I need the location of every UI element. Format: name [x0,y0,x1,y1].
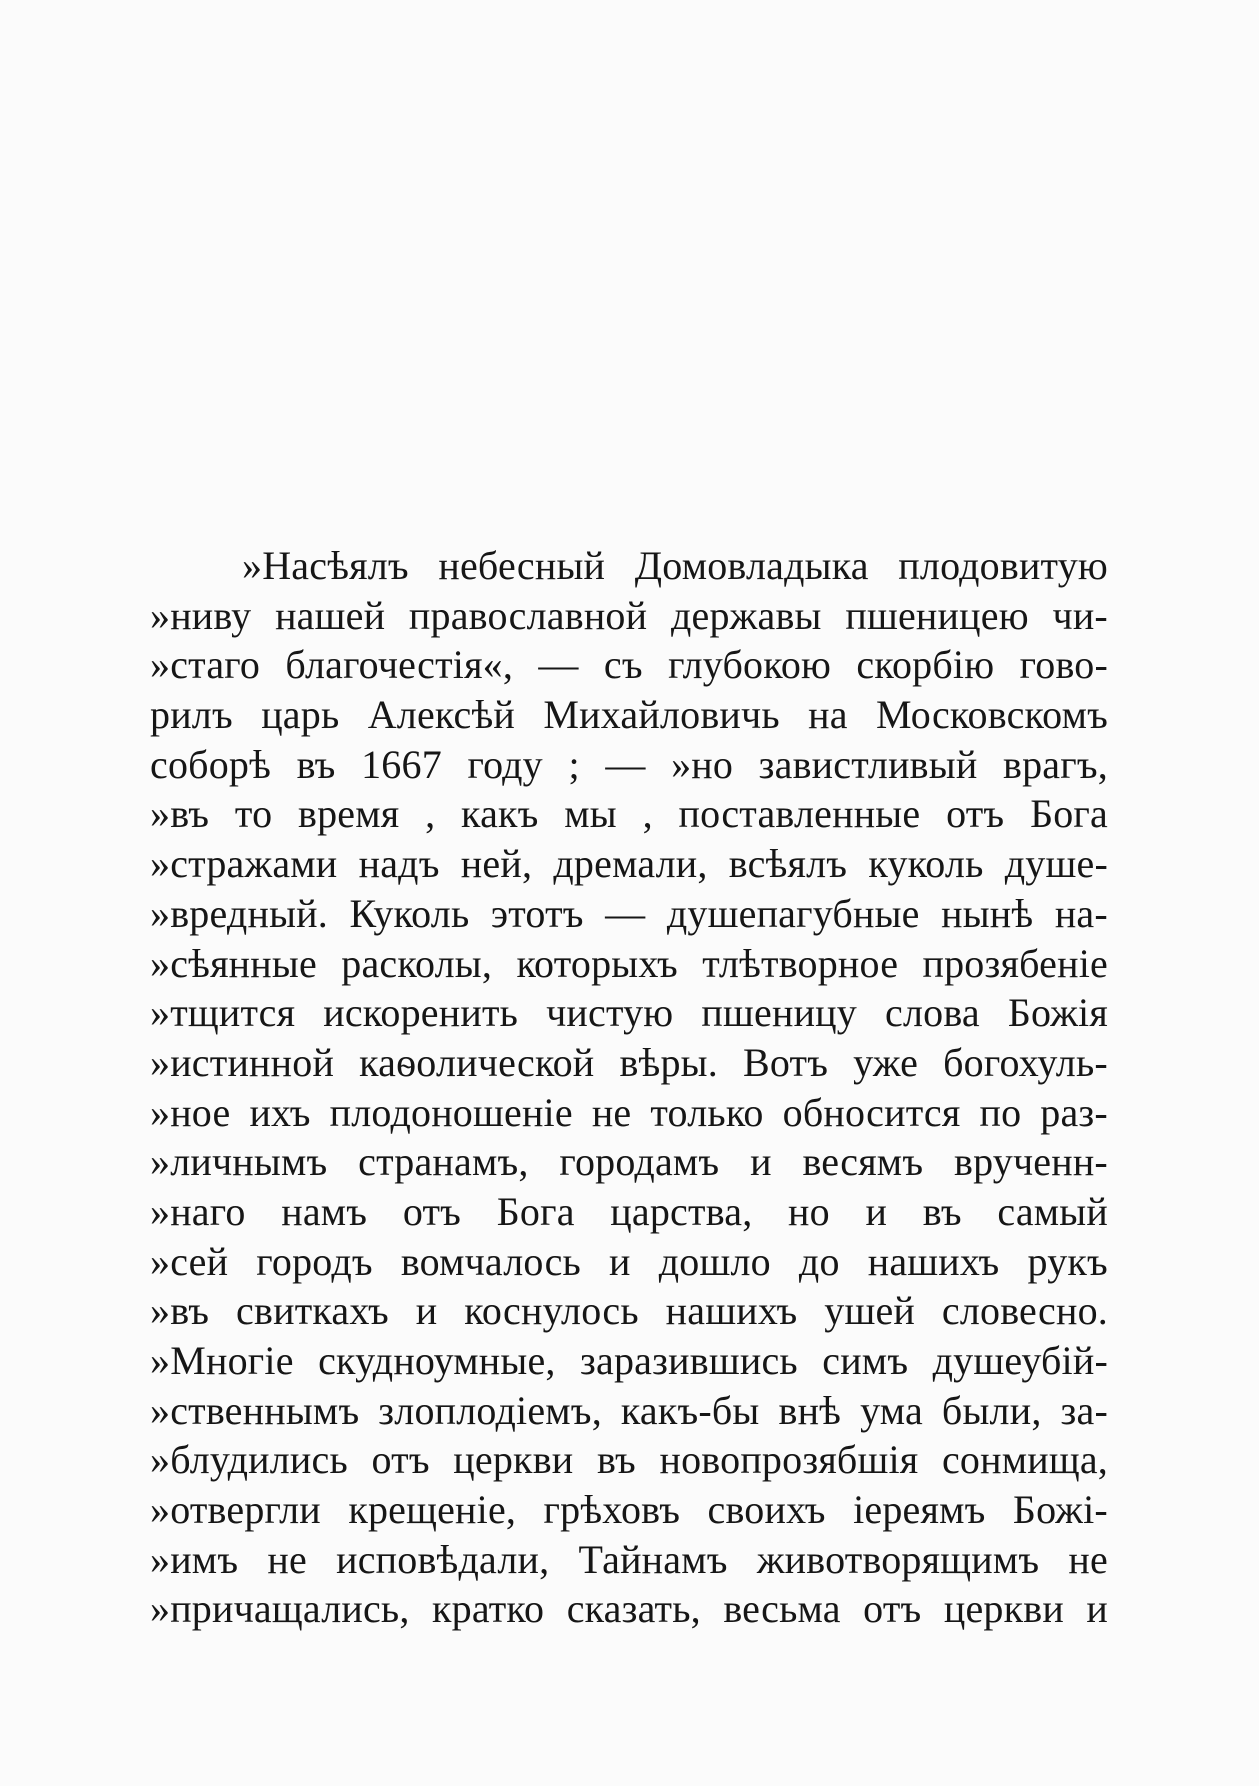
word: рукъ [1027,1238,1108,1284]
word: не [267,1536,307,1582]
word: намъ [281,1188,368,1234]
word: весямъ [802,1139,924,1185]
word: державы [670,592,822,638]
word: грѣховъ [543,1487,681,1533]
word: вѣры. [619,1039,718,1085]
text-line [150,1535,1108,1585]
word: своихъ [707,1487,826,1533]
word: »сѣянные [150,940,317,986]
word: странамъ, [358,1139,529,1185]
word: благочестія«, [285,642,514,688]
word: Михайловичь [543,692,780,738]
word: животворящимъ [756,1536,1040,1582]
word: нашей [275,592,386,638]
word: нашихъ [867,1238,1000,1284]
text-line [150,1137,1108,1187]
word: »сей [150,1238,229,1284]
word: злоплодіемъ, [378,1387,602,1433]
word: на- [1054,890,1108,936]
word: 1667 [361,741,442,787]
word: весьма [723,1586,841,1632]
word: и [1086,1586,1108,1632]
word: Домовладыка [634,543,869,588]
text-line [150,1584,1108,1634]
word: съ [603,642,643,688]
text-line [150,789,1108,839]
word: каѳолической [359,1039,595,1085]
word: — [538,642,579,688]
word: какъ [461,791,539,837]
text-line [150,690,1108,740]
word: поставленные [678,791,921,837]
word: всѣялъ [728,841,848,887]
word: Куколь [349,890,470,936]
word: »причащались, [150,1586,410,1632]
word: мы [564,791,617,837]
word: душепагубные [666,890,920,936]
text-line [150,591,1108,641]
text-line [150,1286,1108,1336]
word: Вотъ [742,1039,829,1085]
word: царь [261,692,340,738]
word: уже [853,1039,919,1085]
word: »отвергли [150,1487,321,1533]
word: были, [941,1387,1042,1433]
word: городамъ [559,1139,720,1185]
word: не [1068,1536,1108,1582]
text-line [150,1187,1108,1237]
word: до [798,1238,840,1284]
word: дошло [658,1238,771,1284]
text-line [150,1336,1108,1386]
word: »ниву [150,592,252,638]
word: году [467,741,543,787]
word: раз- [1040,1089,1108,1135]
word: соборѣ [150,741,272,787]
word: городъ [256,1238,373,1284]
word: православной [408,592,648,638]
word: іереямъ [853,1487,986,1533]
word: »блудились [150,1437,348,1483]
word: но [788,1188,830,1234]
text-line [150,640,1108,690]
word: въ [596,1437,636,1483]
word: за- [1060,1387,1108,1433]
word: Бога [496,1188,575,1234]
word: врученн- [953,1139,1108,1185]
word: то [234,791,273,837]
word: »наго [150,1188,246,1234]
word: заразившись [580,1338,798,1383]
word: свиткахъ [236,1288,389,1334]
word: »стаго [150,642,261,688]
word: врагъ, [1003,741,1108,787]
word: дремали, [553,841,708,887]
word: »истинной [150,1039,335,1085]
text-line [150,740,1108,790]
word: гово- [1019,642,1108,688]
word: ушей [824,1288,916,1334]
word: »Многіе [150,1338,294,1383]
word: небесный [438,543,606,588]
word: крещеніе, [348,1487,517,1533]
word: симъ [822,1338,909,1383]
text-line [150,1386,1108,1436]
word: кратко [432,1586,545,1632]
word: пшеницу [701,990,857,1036]
word: словесно. [941,1288,1108,1334]
word: , [425,791,436,837]
word: рилъ [150,692,233,738]
word: глубокою [668,642,832,688]
text-line [150,1485,1108,1535]
word: плодовитую [898,543,1108,588]
word: отъ [863,1586,922,1632]
word: церкви [453,1437,574,1483]
word: отъ [402,1188,462,1234]
word: сонмища, [941,1437,1108,1483]
text-line [150,1088,1108,1138]
text-line [150,1237,1108,1287]
word: и [609,1238,631,1284]
word: скорбію [856,642,995,688]
word: тлѣтворное [702,940,899,986]
word: въ [296,741,336,787]
word: ихъ [249,1089,311,1135]
word: самый [997,1188,1108,1234]
word: и [750,1139,772,1185]
word: чи- [1052,592,1108,638]
word: нынѣ [941,890,1034,936]
text-line [150,889,1108,939]
text-line [150,1038,1108,1088]
word: — [605,741,646,787]
word: расколы, [341,940,493,986]
page-text [150,541,1108,1634]
word: »личнымъ [150,1139,328,1185]
word: »тщится [150,990,296,1036]
word: богохуль- [943,1039,1108,1085]
word: по [979,1089,1022,1135]
word: ума [860,1387,923,1433]
word: и [865,1188,888,1234]
word: пшеницею [845,592,1029,638]
word: нашихъ [665,1288,798,1334]
word: надъ [358,841,440,887]
word: отъ [946,791,1005,837]
word: »вредный. [150,890,328,936]
word: время [298,791,400,837]
word: которыхъ [516,940,678,986]
word: этотъ [490,890,584,936]
word: церкви [943,1586,1064,1632]
word: куколь [868,841,984,887]
word: новопрозябшія [659,1437,919,1483]
word: слова [885,990,980,1036]
word: въ [922,1188,962,1234]
word: плодоношеніе [329,1089,573,1135]
word: — [605,890,646,936]
word: обносится [782,1089,961,1135]
word: Божі- [1012,1487,1108,1533]
word: не [591,1089,632,1135]
word: Божія [1007,990,1108,1036]
word: исповѣдали, [336,1536,550,1582]
word: чистую [546,990,674,1036]
word: Алексѣй [367,692,516,738]
word: »Насѣялъ [242,543,409,588]
word: отъ [371,1437,430,1483]
word: какъ-бы [620,1387,760,1433]
word: Тайнамъ [578,1536,728,1582]
word: »стражами [150,841,338,887]
word: »ное [150,1089,231,1135]
word: царства, [610,1188,753,1234]
word: сказать, [566,1586,701,1632]
word: Бога [1030,791,1108,837]
text-line [150,541,1108,591]
word: Московскомъ [876,692,1108,738]
word: »имъ [150,1536,239,1582]
word: »въ [150,791,210,837]
word: скудноумные, [318,1338,556,1383]
word: коснулось [464,1288,639,1334]
word: искоренить [323,990,519,1036]
word: ; [568,741,580,787]
word: »въ [150,1288,210,1334]
text-line [150,988,1108,1038]
word: завистливый [758,741,978,787]
text-line [150,839,1108,889]
word: и [415,1288,438,1334]
word: »ственнымъ [150,1387,360,1433]
text-line [150,1435,1108,1485]
word: вомчалось [400,1238,581,1284]
word: только [650,1089,764,1135]
word: душе- [1004,841,1108,887]
word: »но [671,741,734,787]
text-line [150,939,1108,989]
word: прозябеніе [922,940,1108,986]
word: внѣ [778,1387,842,1433]
word: душеубій- [932,1338,1108,1383]
word: , [642,791,653,837]
word: ней, [460,841,533,887]
word: на [808,692,848,738]
